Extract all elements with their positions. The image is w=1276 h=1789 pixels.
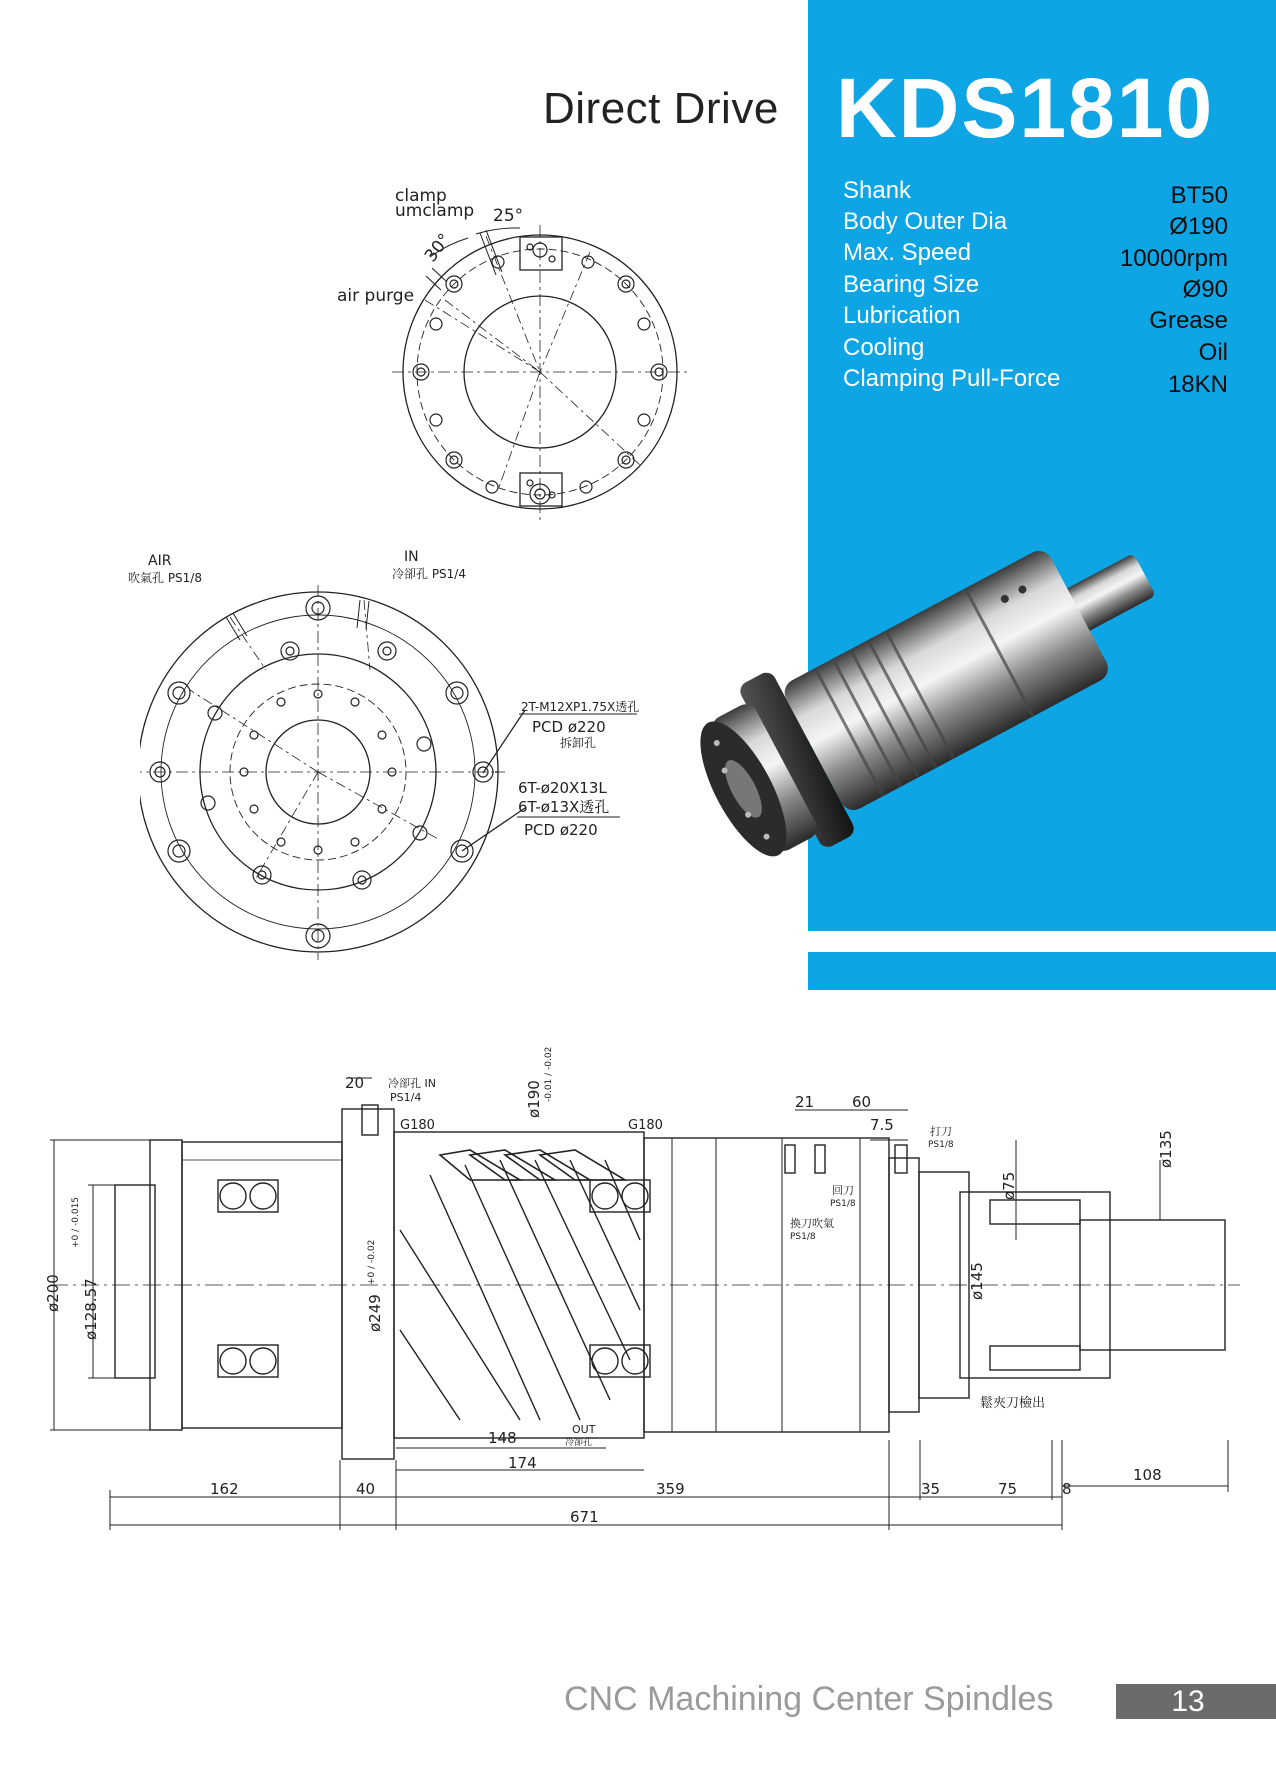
accent-strip xyxy=(808,952,1276,990)
callout-through-hole: 6T-ø13X透孔 xyxy=(518,798,610,816)
label-air-port: 吹氣孔 PS1/8 xyxy=(128,571,202,585)
dim-35: 35 xyxy=(921,1480,941,1498)
dim-162: 162 xyxy=(210,1480,239,1498)
model-number: KDS1810 xyxy=(836,61,1215,155)
dim-190-tol: -0.01 / -0.02 xyxy=(544,1046,554,1102)
label-huan-2: PS1/8 xyxy=(790,1232,816,1242)
spec-label-body-dia: Body Outer Dia xyxy=(843,208,1008,235)
footer-title: CNC Machining Center Spindles xyxy=(564,1680,1054,1718)
label-g180-a: G180 xyxy=(400,1118,435,1133)
page-number: 13 xyxy=(1171,1685,1205,1718)
dim-359: 359 xyxy=(656,1480,685,1498)
label-da-2: PS1/8 xyxy=(928,1140,954,1150)
spec-label-pull-force: Clamping Pull-Force xyxy=(843,365,1061,392)
spec-value-lubrication: Grease xyxy=(1149,307,1228,334)
callout-m12: 2T-M12XP1.75X透孔 xyxy=(521,700,640,714)
spec-value-speed: 10000rpm xyxy=(1119,245,1228,272)
label-air-purge: air purge xyxy=(337,286,415,306)
label-cool-in-2: PS1/4 xyxy=(390,1091,422,1104)
callout-underline-2 xyxy=(517,815,622,819)
dim-60: 60 xyxy=(852,1093,872,1111)
spec-value-bearing: Ø90 xyxy=(1182,276,1228,303)
dim-75-len: 75 xyxy=(998,1480,1018,1498)
spec-value-pull-force: 18KN xyxy=(1167,371,1228,398)
spec-label-bearing: Bearing Size xyxy=(843,271,980,298)
dim-75-dia: ø75 xyxy=(1000,1171,1018,1200)
dim-108: 108 xyxy=(1133,1466,1162,1484)
callout-underline-1 xyxy=(519,712,639,716)
label-unclamp: umclamp xyxy=(395,201,475,221)
dim-20: 20 xyxy=(345,1074,365,1092)
spec-label-speed: Max. Speed xyxy=(843,239,972,266)
dim-148: 148 xyxy=(488,1429,517,1447)
callout-counterbore: 6T-ø20X13L xyxy=(518,779,607,797)
dim-40: 40 xyxy=(356,1480,376,1498)
label-hui-2: PS1/8 xyxy=(830,1199,856,1209)
label-song: 鬆夾刀檢出 xyxy=(980,1396,1046,1411)
label-in: IN xyxy=(404,549,419,565)
callout-pcd-1: PCD ø220 xyxy=(532,718,606,736)
side-section-drawing xyxy=(40,1070,1240,1540)
top-view-drawing xyxy=(320,180,800,520)
spec-value-shank: BT50 xyxy=(1170,182,1228,209)
dim-135-dia: ø135 xyxy=(1157,1130,1175,1168)
label-air: AIR xyxy=(148,553,172,569)
dim-21: 21 xyxy=(795,1093,815,1111)
dim-145-dia: ø145 xyxy=(968,1262,986,1300)
dim-7-5: 7.5 xyxy=(870,1116,894,1134)
callout-disassembly: 拆卸孔 xyxy=(560,736,597,750)
dim-200-dia: ø200 xyxy=(44,1274,62,1312)
label-hui-1: 回刀 xyxy=(832,1184,854,1197)
dim-128-dia: ø128.57 xyxy=(82,1278,100,1340)
label-in-port: 冷卻孔 PS1/4 xyxy=(392,567,466,581)
dim-249-tol: +0 / -0.02 xyxy=(367,1239,377,1285)
dim-174: 174 xyxy=(508,1454,537,1472)
label-cool-in-1: 冷卻孔 IN xyxy=(388,1077,436,1090)
dim-190: ø190 xyxy=(525,1080,543,1118)
spindle-product-image xyxy=(700,525,1180,865)
label-angle-30: 30° xyxy=(420,229,456,267)
front-view-drawing xyxy=(140,560,540,960)
dim-249-dia: ø249 xyxy=(366,1294,384,1332)
label-angle-25: 25° xyxy=(493,206,524,226)
label-huan-1: 換刀吹氣 xyxy=(790,1217,834,1230)
label-clamp: clamp xyxy=(395,186,447,206)
label-g180-b: G180 xyxy=(628,1118,663,1133)
spec-value-body-dia: Ø190 xyxy=(1169,213,1228,240)
dim-8: 8 xyxy=(1062,1480,1072,1498)
callout-pcd-2: PCD ø220 xyxy=(524,821,598,839)
spec-label-shank: Shank xyxy=(843,177,912,204)
spec-label-lubrication: Lubrication xyxy=(843,302,961,329)
label-da-1: 打刀 xyxy=(930,1125,952,1138)
label-out-1: OUT xyxy=(572,1423,596,1436)
spec-value-cooling: Oil xyxy=(1198,339,1228,366)
spec-label-cooling: Cooling xyxy=(843,334,925,361)
dim-671: 671 xyxy=(570,1508,599,1526)
label-out-2: 冷卻孔 xyxy=(565,1438,593,1448)
dim-128-tol: +0 / -0.015 xyxy=(71,1196,81,1248)
drive-type-title: Direct Drive xyxy=(543,84,779,133)
